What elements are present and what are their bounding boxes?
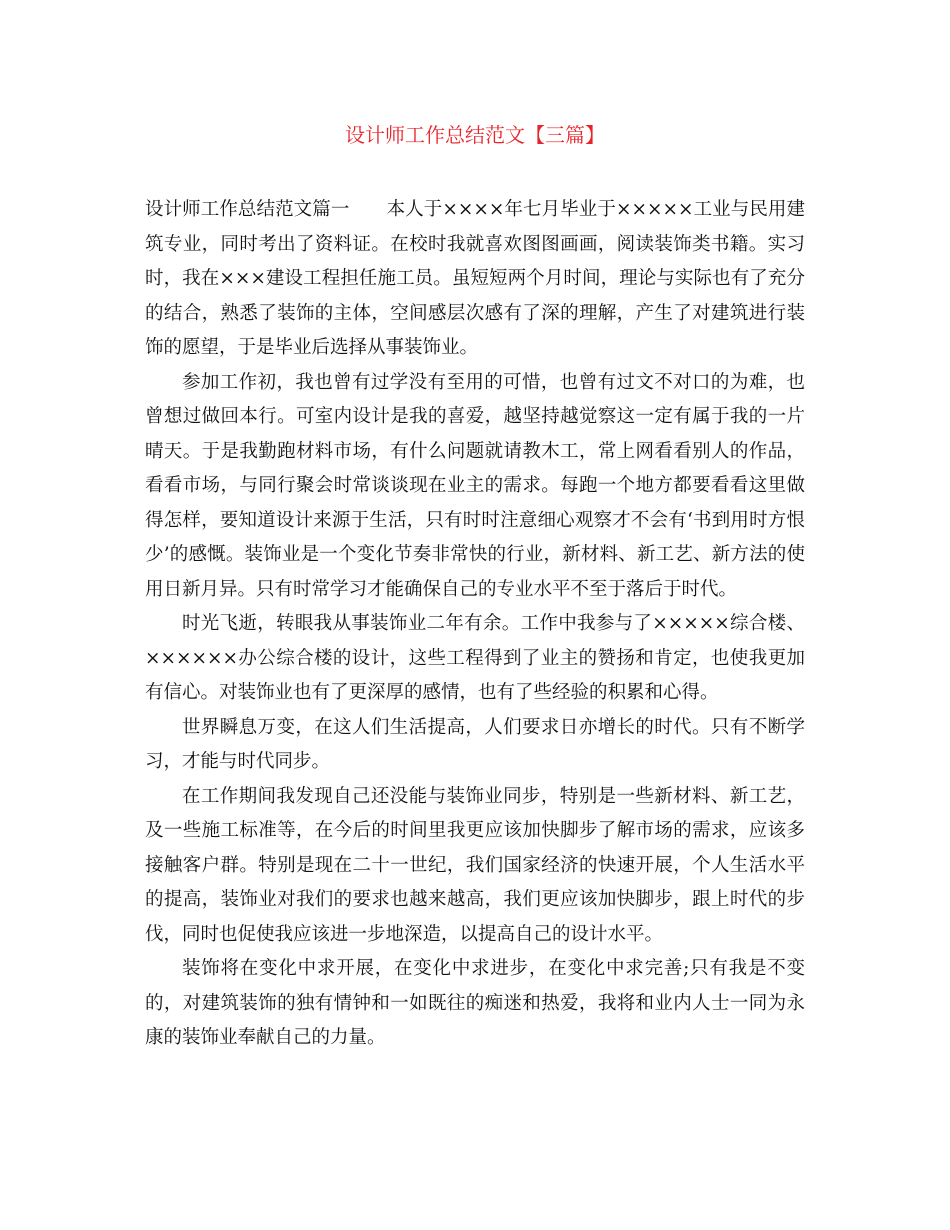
document-title: 设计师工作总结范文【三篇】 (345, 123, 605, 147)
paragraph-6: 装饰将在变化中求开展，在变化中求进步，在变化中求完善;只有我是不变的，对建筑装饰的独有情钟和一如既往的痴迷和热爱，我将和业内人士一同为永康的装饰业奉献自己的力量。 (145, 958, 805, 1048)
paragraph-2: 参加工作初，我也曾有过学没有至用的可惜，也曾有过文不对口的为难，也曾想过做回本行。可室内设计是我的喜爱，越坚持越觉察这一定有属于我的一片晴天。于是我勤跑材料市场，有什么问题就请教木工，常上网看看别人的作品，看看市场，与同行聚会时常谈谈现在业主的需求。每跑一个地方都要看看这里做得怎样，要知道设计来源于生活，只有时时注意细心观察才不会有‘书到用时方恨少’的感慨。装饰业是一个变化节奏非常快的行业，新材料、新工艺、新方法的使用日新月异。只有时常学习才能确保自己的专业水平不至于落后于时代。 (145, 371, 805, 600)
paragraph-3: 时光飞逝，转眼我从事装饰业二年有余。工作中我参与了×××××综合楼、××××××办公综合楼的设计，这些工程得到了业主的赞扬和肯定，也使我更加有信心。对装饰业也有了更深厚的感情，也有了些经验的积累和心得。 (145, 613, 805, 703)
paragraph-1: 设计师工作总结范文篇一 本人于××××年七月毕业于×××××工业与民用建筑专业，同时考出了资料证。在校时我就喜欢图图画画，阅读装饰类书籍。实习时，我在×××建设工程担任施工员。虽短短两个月时间，理论与实际也有了充分的结合，熟悉了装饰的主体，空间感层次感有了深的理解，产生了对建筑进行装饰的愿望，于是毕业后选择从事装饰业。 (145, 199, 805, 358)
paragraph-4: 世界瞬息万变，在这人们生活提高，人们要求日亦增长的时代。只有不断学习，才能与时代同步。 (145, 716, 805, 772)
paragraph-5: 在工作期间我发现自己还没能与装饰业同步，特别是一些新材料、新工艺，及一些施工标准等，在今后的时间里我更应该加快脚步了解市场的需求，应该多接触客户群。特别是现在二十一世纪，我们国家经济的快速开展，个人生活水平的提高，装饰业对我们的要求也越来越高，我们更应该加快脚步，跟上时代的步伐，同时也促使我应该进一步地深造，以提高自己的设计水平。 (145, 785, 805, 945)
document-body (145, 193, 805, 1056)
